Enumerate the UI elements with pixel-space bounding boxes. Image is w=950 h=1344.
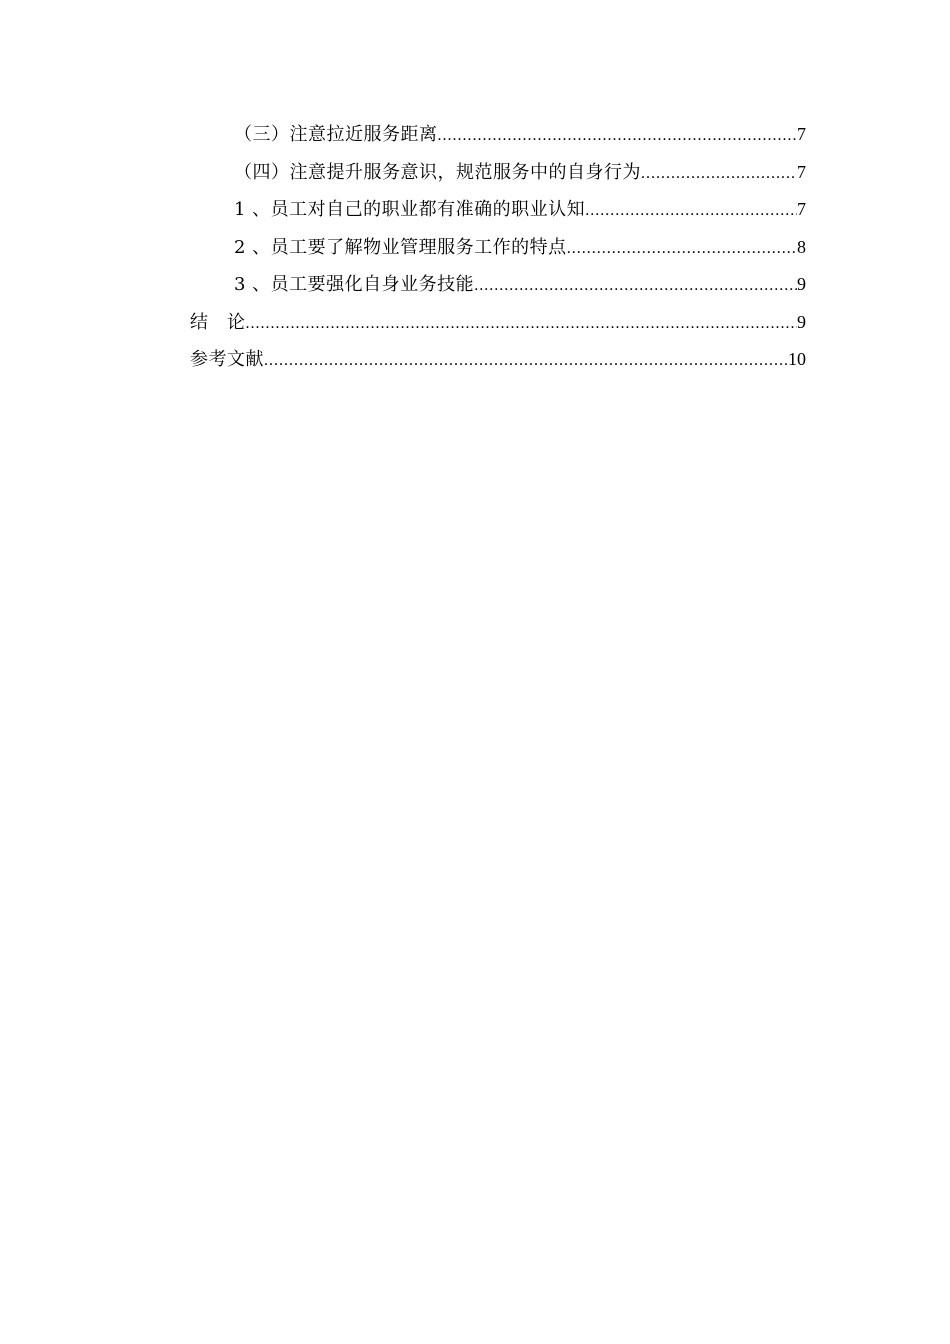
- toc-entry-title: （三）注意拉近服务距离: [234, 124, 438, 145]
- toc-page-number: 7: [797, 161, 806, 182]
- toc-entry-title: 参考文献: [190, 349, 264, 370]
- toc-entry[interactable]: [190, 191, 806, 229]
- toc-page-number: 10: [788, 349, 806, 369]
- toc-entry-title: 1 、员工对自己的职业都有准确的职业认知: [234, 199, 586, 220]
- toc-entry-title: 结 论: [190, 311, 246, 333]
- toc-entry[interactable]: [190, 116, 806, 154]
- toc-entry[interactable]: [190, 154, 806, 192]
- toc-dot-leader: [474, 267, 797, 305]
- toc-page-number: 7: [797, 199, 806, 219]
- toc-dot-leader: [264, 342, 788, 380]
- toc-dot-leader: [641, 155, 797, 193]
- toc-page-number: 7: [797, 124, 806, 144]
- toc-entry[interactable]: [190, 229, 806, 267]
- toc-entry[interactable]: [190, 266, 806, 304]
- table-of-contents: [190, 116, 806, 379]
- toc-entry[interactable]: [190, 304, 806, 342]
- toc-page-number: 8: [797, 236, 806, 257]
- toc-entry-title: （四）注意提升服务意识，规范服务中的自身行为: [234, 161, 641, 183]
- toc-dot-leader: [246, 305, 798, 343]
- toc-page-number: 9: [797, 311, 806, 332]
- toc-entry-title: 2 、员工要了解物业管理服务工作的特点: [234, 236, 567, 258]
- toc-page-number: 9: [797, 274, 806, 294]
- toc-entry-title: 3 、员工要强化自身业务技能: [234, 274, 475, 295]
- toc-entry[interactable]: [190, 341, 806, 379]
- toc-dot-leader: [438, 117, 798, 155]
- toc-dot-leader: [585, 192, 797, 230]
- toc-dot-leader: [567, 230, 797, 268]
